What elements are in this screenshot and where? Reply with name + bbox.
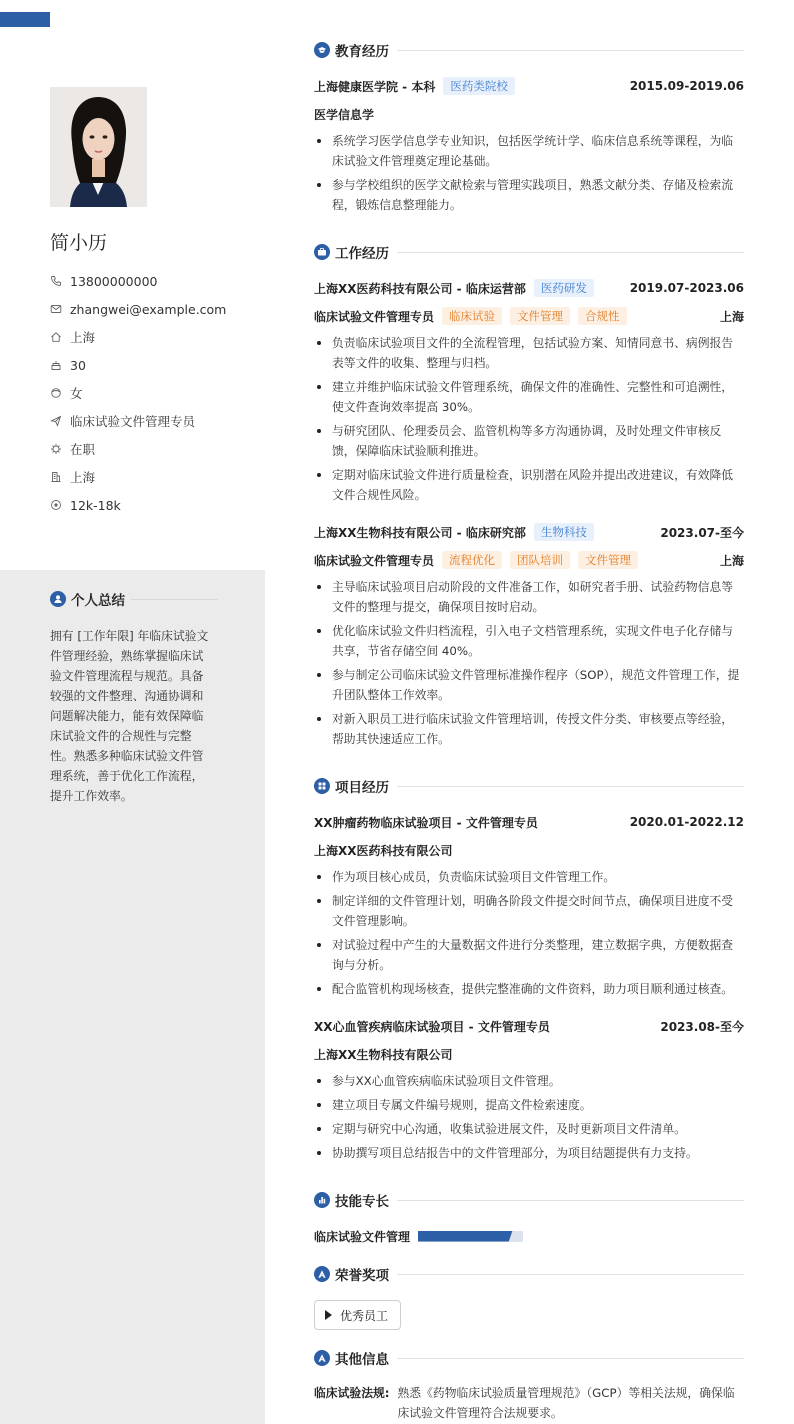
major-name: 医学信息学 — [314, 107, 375, 122]
list-item: 制定详细的文件管理计划，明确各阶段文件提交时间节点，确保项目进度不受文件管理影响。 — [314, 891, 744, 931]
skill-item — [314, 1226, 523, 1246]
user-icon — [50, 591, 66, 607]
info-city — [50, 463, 260, 491]
honors-heading — [314, 1264, 744, 1284]
job-city: 上海 — [719, 309, 744, 324]
skill-tag: 临床试验 — [442, 307, 502, 325]
list-item: 定期与研究中心沟通，收集试验进展文件，及时更新项目文件清单。 — [314, 1119, 744, 1139]
projects-heading — [314, 776, 744, 796]
mail-icon — [50, 303, 62, 315]
info-location — [50, 323, 260, 351]
other-title: 其他信息 — [335, 1352, 389, 1368]
project-row — [314, 812, 744, 832]
briefcase-icon — [314, 244, 330, 260]
project-date: 2023.08-至今 — [660, 1019, 744, 1034]
contact-info-list — [50, 267, 260, 519]
list-item: 主导临床试验项目启动阶段的文件准备工作，如研究者手册、试验药物信息等文件的整理与提交，确保项目按时启动。 — [314, 577, 744, 617]
info-salary — [50, 491, 260, 519]
company-tag: 医药研发 — [534, 279, 594, 297]
info-text: 上海 — [70, 470, 96, 485]
info-phone — [50, 267, 260, 295]
job-date: 2023.07-至今 — [660, 525, 744, 540]
job-city: 上海 — [719, 553, 744, 568]
list-item: 优化临床试验文件归档流程，引入电子文档管理系统，实现文件电子化存储与共享，节省存储空间 40%。 — [314, 621, 744, 661]
skills-heading — [314, 1190, 744, 1210]
skill-level-fill — [418, 1231, 513, 1242]
list-item: 配合监管机构现场核查，提供完整准确的文件资料，助力项目顺利通过核查。 — [314, 979, 744, 999]
other-info-row — [314, 1383, 744, 1423]
home-icon — [50, 331, 62, 343]
list-item: 系统学习医学信息学专业知识，包括医学统计学、临床信息系统等课程，为临床试验文件管理奠定理论基础。 — [314, 131, 744, 171]
list-item: 参与学校组织的医学文献检索与管理实践项目，熟悉文献分类、存储及检索流程，锻炼信息整理能力。 — [314, 175, 744, 215]
salary-icon — [50, 499, 62, 511]
project-row — [314, 1016, 744, 1036]
info-text: 13800000000 — [70, 273, 158, 289]
education-row — [314, 76, 744, 96]
project-bullets — [314, 867, 744, 1003]
honors-title: 荣誉奖项 — [335, 1268, 389, 1284]
profile-photo — [50, 87, 147, 207]
company-tag: 生物科技 — [534, 523, 594, 541]
list-item: 建立并维护临床试验文件管理系统，确保文件的准确性、完整性和可追溯性，使文件查询效率提高 30%。 — [314, 377, 744, 417]
skill-tag: 文件管理 — [578, 551, 638, 569]
award-badge — [314, 1300, 401, 1330]
summary-title: 个人总结 — [71, 593, 125, 609]
divider — [397, 1358, 744, 1359]
project-name: XX心血管疾病临床试验项目 - 文件管理专员 — [314, 1019, 550, 1034]
other-heading — [314, 1348, 744, 1368]
education-date: 2015.09-2019.06 — [629, 79, 744, 93]
divider — [397, 1200, 744, 1201]
list-item: 参与制定公司临床试验文件管理标准操作程序（SOP），规范文件管理工作，提升团队整体工作效率。 — [314, 665, 744, 705]
info-text: 女 — [70, 386, 83, 401]
skill-tag: 流程优化 — [442, 551, 502, 569]
project-bullets — [314, 1071, 744, 1167]
major-row — [314, 104, 744, 124]
projects-title: 项目经历 — [335, 780, 389, 796]
skill-level-bar — [418, 1231, 523, 1242]
divider — [397, 252, 744, 253]
skills-title: 技能专长 — [335, 1194, 389, 1210]
award-name: 优秀员工 — [340, 1308, 389, 1323]
position-name: 临床试验文件管理专员 — [314, 309, 435, 324]
bar-chart-icon — [314, 1192, 330, 1208]
company-name: 上海XX医药科技有限公司 - 临床运营部 — [314, 281, 526, 296]
info-text: 12k-18k — [70, 497, 121, 513]
education-bullets — [314, 131, 744, 219]
building-icon — [50, 471, 62, 483]
divider — [397, 1274, 744, 1275]
status-icon — [50, 443, 62, 455]
job-bullets — [314, 577, 744, 753]
list-item: 对新入职员工进行临床试验文件管理培训，传授文件分类、审核要点等经验，帮助其快速适应工作。 — [314, 709, 744, 749]
project-org: 上海XX医药科技有限公司 — [314, 843, 453, 858]
send-icon — [50, 415, 62, 427]
award-icon — [314, 1266, 330, 1282]
work-title: 工作经历 — [335, 246, 389, 262]
summary-text: 拥有 [工作年限] 年临床试验文件管理经验，熟练掌握临床试验文件管理流程与规范。具备较强的文件整理、沟通协调和问题解决能力，能有效保障临床试验文件的合规性与完整性。熟悉多种临床试验文件管理系统，善于优化工作流程，提升工作效率。 — [50, 629, 209, 803]
education-title: 教育经历 — [335, 44, 389, 60]
gender-icon — [50, 387, 62, 399]
work-heading — [314, 242, 744, 262]
list-item: 对试验过程中产生的大量数据文件进行分类整理，建立数据字典，方便数据查询与分析。 — [314, 935, 744, 975]
profile-name: 简小历 — [50, 232, 108, 254]
job-date: 2019.07-2023.06 — [629, 281, 744, 295]
accent-bar — [0, 12, 50, 27]
info-icon — [314, 1350, 330, 1366]
play-icon — [325, 1310, 332, 1320]
info-text: 在职 — [70, 442, 96, 457]
list-item: 定期对临床试验文件进行质量检查，识别潜在风险并提出改进建议，有效降低文件合规性风险。 — [314, 465, 744, 505]
list-item: 负责临床试验项目文件的全流程管理，包括试验方案、知情同意书、病例报告表等文件的收集、整理与归档。 — [314, 333, 744, 373]
divider — [131, 599, 218, 600]
project-org: 上海XX生物科技有限公司 — [314, 1047, 453, 1062]
list-item: 作为项目核心成员，负责临床试验项目文件管理工作。 — [314, 867, 744, 887]
position-row — [314, 306, 744, 326]
grid-icon — [314, 778, 330, 794]
position-row — [314, 550, 744, 570]
skill-tag: 团队培训 — [510, 551, 570, 569]
project-org-row — [314, 1044, 744, 1064]
other-value: 熟悉《药物临床试验质量管理规范》（GCP）等相关法规，确保临床试验文件管理符合法规要求。 — [397, 1386, 735, 1420]
other-label: 临床试验法规: — [314, 1386, 390, 1400]
skill-tag: 文件管理 — [510, 307, 570, 325]
company-name: 上海XX生物科技有限公司 - 临床研究部 — [314, 525, 526, 540]
list-item: 建立项目专属文件编号规则，提高文件检索速度。 — [314, 1095, 744, 1115]
list-item: 参与XX心血管疾病临床试验项目文件管理。 — [314, 1071, 744, 1091]
job-row — [314, 278, 744, 298]
phone-icon — [50, 275, 62, 287]
summary-heading — [50, 589, 218, 609]
project-org-row — [314, 840, 744, 860]
position-name: 临床试验文件管理专员 — [314, 553, 435, 568]
job-bullets — [314, 333, 744, 509]
info-age — [50, 351, 260, 379]
project-name: XX肿瘤药物临床试验项目 - 文件管理专员 — [314, 815, 538, 830]
info-target-position — [50, 407, 260, 435]
school-name: 上海健康医学院 - 本科 — [314, 79, 436, 94]
education-heading — [314, 40, 744, 60]
age-icon — [50, 359, 62, 371]
job-row — [314, 522, 744, 542]
info-email — [50, 295, 260, 323]
list-item: 协助撰写项目总结报告中的文件管理部分，为项目结题提供有力支持。 — [314, 1143, 744, 1163]
skill-name: 临床试验文件管理 — [314, 1229, 411, 1244]
info-gender — [50, 379, 260, 407]
skill-tag: 合规性 — [578, 307, 627, 325]
info-text: 临床试验文件管理专员 — [70, 414, 196, 429]
divider — [397, 50, 744, 51]
project-date: 2020.01-2022.12 — [629, 815, 744, 829]
info-text: 30 — [70, 357, 86, 373]
info-text: 上海 — [70, 330, 96, 345]
school-tag: 医药类院校 — [443, 77, 515, 95]
info-text: zhangwei@example.com — [70, 301, 227, 317]
list-item: 与研究团队、伦理委员会、监管机构等多方沟通协调，及时处理文件审核反馈，保障临床试验顺利推进。 — [314, 421, 744, 461]
divider — [397, 786, 744, 787]
graduation-cap-icon — [314, 42, 330, 58]
info-status — [50, 435, 260, 463]
